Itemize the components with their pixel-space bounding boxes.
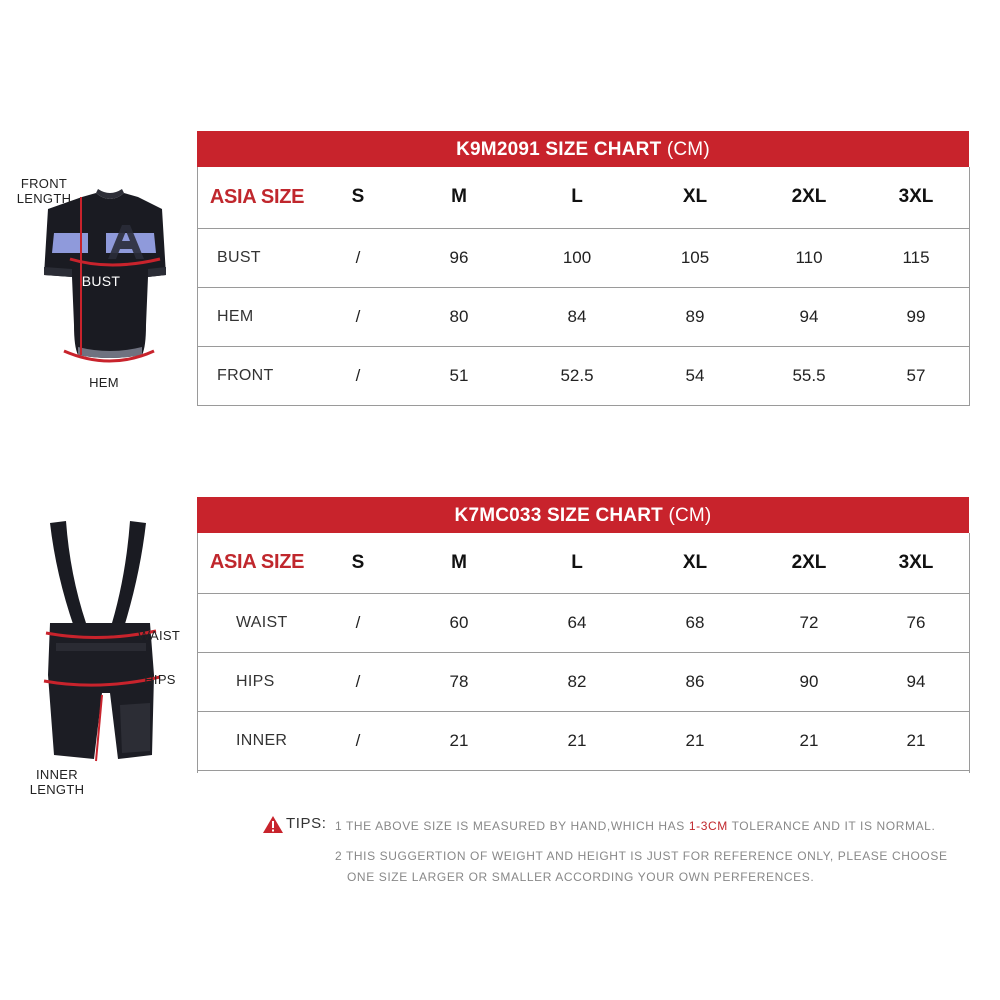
cell: 51: [399, 346, 519, 405]
header-size-2xl: 2XL: [755, 167, 863, 228]
hips-label: HIPS: [144, 672, 176, 687]
jersey-table-right-border: [969, 167, 970, 406]
header-size-xl: XL: [635, 167, 755, 228]
cell: 89: [635, 287, 755, 346]
row-label: HEM: [197, 287, 317, 346]
cell: 21: [863, 711, 969, 770]
cell: /: [317, 711, 399, 770]
jersey-size-chart: [197, 131, 969, 406]
row-label: BUST: [197, 228, 317, 287]
bib-shorts-illustration: [30, 515, 190, 775]
table-row: [197, 346, 969, 405]
table-header-row: [197, 533, 969, 593]
jersey-chart-unit: (CM): [666, 139, 710, 160]
row-label: INNER: [197, 711, 317, 770]
cell: 78: [399, 652, 519, 711]
cell: /: [317, 593, 399, 652]
cell: 60: [399, 593, 519, 652]
cell: 90: [755, 652, 863, 711]
bib-size-chart: [197, 497, 969, 771]
table-row: [197, 593, 969, 652]
tips-line-3: ONE SIZE LARGER OR SMALLER ACCORDING YOUR OWN PERFERENCES.: [347, 870, 815, 884]
hem-label: HEM: [89, 375, 119, 390]
warning-icon: [262, 815, 284, 839]
header-size-m: M: [399, 533, 519, 593]
cell: 57: [863, 346, 969, 405]
header-asia-size: ASIA SIZE: [197, 167, 317, 228]
cell: 94: [755, 287, 863, 346]
cell: 84: [519, 287, 635, 346]
jersey-size-table: [197, 167, 969, 406]
header-size-3xl: 3XL: [863, 167, 969, 228]
cell: 52.5: [519, 346, 635, 405]
cell: 99: [863, 287, 969, 346]
table-header-row: [197, 167, 969, 228]
jersey-chart-title-text: K9M2091 SIZE CHART: [456, 139, 662, 160]
cell: 115: [863, 228, 969, 287]
cell: 82: [519, 652, 635, 711]
cell: 64: [519, 593, 635, 652]
cell: 94: [863, 652, 969, 711]
cell: /: [317, 652, 399, 711]
row-label: HIPS: [197, 652, 317, 711]
tips-heading: TIPS:: [286, 815, 327, 832]
cell: 21: [399, 711, 519, 770]
inner-length-label: INNER LENGTH: [29, 767, 85, 797]
cell: 86: [635, 652, 755, 711]
bust-label: BUST: [81, 273, 121, 289]
cell: 21: [519, 711, 635, 770]
cell: 54: [635, 346, 755, 405]
header-size-xl: XL: [635, 533, 755, 593]
header-size-2xl: 2XL: [755, 533, 863, 593]
tips-line-1: [335, 819, 935, 833]
row-label: WAIST: [197, 593, 317, 652]
tips-tolerance-highlight: 1-3CM: [688, 819, 728, 833]
cell: 68: [635, 593, 755, 652]
row-label: FRONT: [197, 346, 317, 405]
bib-table-left-border: [197, 533, 198, 773]
cell: 80: [399, 287, 519, 346]
tips-line-2: 2 THIS SUGGERTION OF WEIGHT AND HEIGHT IS JUST FOR REFERENCE ONLY, PLEASE CHOOSE: [335, 849, 948, 863]
tips-line-1-start: 1 THE ABOVE SIZE IS MEASURED BY HAND,WHICH HAS: [335, 819, 689, 833]
table-row: [197, 228, 969, 287]
tips-line-1-end: TOLERANCE AND IT IS NORMAL.: [727, 819, 936, 833]
cell: 100: [519, 228, 635, 287]
header-size-m: M: [399, 167, 519, 228]
cell: 96: [399, 228, 519, 287]
cell: 110: [755, 228, 863, 287]
cell: 55.5: [755, 346, 863, 405]
table-row: [197, 711, 969, 770]
jersey-chart-title: [197, 131, 969, 167]
cell: 72: [755, 593, 863, 652]
header-size-s: S: [317, 167, 399, 228]
table-row: [197, 652, 969, 711]
cell: 21: [635, 711, 755, 770]
cell: 76: [863, 593, 969, 652]
header-size-s: S: [317, 533, 399, 593]
bib-chart-title-text: K7MC033 SIZE CHART: [454, 505, 663, 526]
bib-chart-unit: (CM): [668, 505, 712, 526]
cell: /: [317, 346, 399, 405]
header-size-l: L: [519, 533, 635, 593]
bib-chart-title: [197, 497, 969, 533]
header-size-l: L: [519, 167, 635, 228]
cell: 21: [755, 711, 863, 770]
jersey-table-left-border: [197, 167, 198, 406]
cell: /: [317, 228, 399, 287]
header-asia-size: ASIA SIZE: [197, 533, 317, 593]
bib-table-right-border: [969, 533, 970, 773]
table-row: [197, 287, 969, 346]
waist-label: WAIST: [137, 628, 181, 643]
cell: 105: [635, 228, 755, 287]
bib-size-table: [197, 533, 969, 771]
front-length-label: FRONT LENGTH: [16, 176, 72, 206]
header-size-3xl: 3XL: [863, 533, 969, 593]
cell: /: [317, 287, 399, 346]
bib-figure: [30, 515, 190, 775]
